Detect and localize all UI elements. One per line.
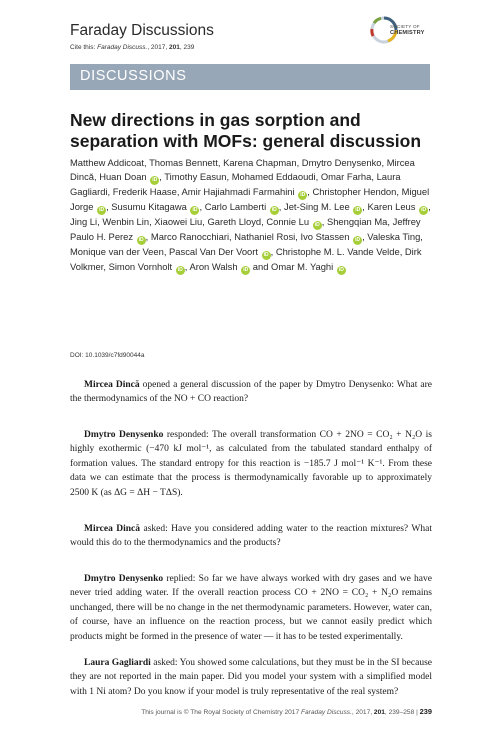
orcid-icon[interactable]: iD xyxy=(300,191,306,198)
author-name[interactable]: Matthew Addicoat xyxy=(70,157,145,168)
author-name[interactable]: Thomas Bennett xyxy=(149,157,218,168)
section-banner xyxy=(70,64,430,90)
author-name[interactable]: Christopher Hendon xyxy=(312,185,397,197)
discussion-paragraph-2 xyxy=(70,428,432,500)
orcid-icon[interactable]: iD xyxy=(138,236,144,243)
citation-line xyxy=(70,44,194,51)
discussion-paragraph-3 xyxy=(70,522,432,551)
orcid-icon[interactable]: iD xyxy=(271,206,277,213)
author-name[interactable]: Xiaowei Liu xyxy=(154,215,203,227)
discussion-paragraph-1 xyxy=(70,378,432,407)
orcid-icon[interactable]: iD xyxy=(99,206,105,213)
author-name[interactable]: Shengqian Ma xyxy=(326,215,388,227)
orcid-icon[interactable]: iD xyxy=(263,251,269,258)
rsc-logo-text xyxy=(390,24,425,36)
paragraph-text: asked: You showed some calculations, but they must be in the SI because they are not reported in the main paper. Did you model your system with a simplified model with 1 Ni atom? Do you know if your model is truly representative of the real system? xyxy=(70,658,432,697)
rsc-logo-line1: SOCIETY OF xyxy=(390,24,420,29)
doi-line: DOI: 10.1039/c7fd90044a xyxy=(70,352,145,359)
author-name[interactable]: Christophe M. L. Vande Velde xyxy=(275,245,400,257)
orcid-icon[interactable]: iD xyxy=(338,266,344,273)
paragraph-text: replied: So far we have always worked with dry gases and we have never tried adding water. If the overall reaction process CO + 2NO = CO₂ + N₂O remains unchanged, there will be no change in the net thermodynamic parameters. However, water can, of course, have an influence on the reaction process, but we cannot easily predict which products might be formed in the presence of water — it has to be tested experimentally. xyxy=(70,574,432,642)
cite-journal: Faraday Discuss. xyxy=(97,44,148,51)
author-name[interactable]: Karen Leus xyxy=(367,200,416,212)
author-name[interactable]: Jeffrey Paulo H. Perez xyxy=(70,215,421,242)
author-name[interactable]: Carlo Lamberti xyxy=(204,200,267,212)
footer-year: , 2017, xyxy=(351,709,374,716)
orcid-icon[interactable]: iD xyxy=(192,206,198,213)
author-name[interactable]: Simon Vornholt xyxy=(108,260,173,272)
cite-prefix: Cite this: xyxy=(70,44,98,51)
author-name[interactable]: Omar M. Yaghi xyxy=(271,260,334,272)
author-name[interactable]: Ivo Stassen xyxy=(300,230,350,242)
footer-pages: , 239–258 xyxy=(384,709,415,716)
page-number: 239 xyxy=(419,707,432,716)
section-banner-label: DISCUSSIONS xyxy=(80,68,187,84)
author-name[interactable]: Marco Ranocchiari xyxy=(150,230,230,242)
author-name[interactable]: Dmytro Denysenko xyxy=(301,157,382,168)
author-name[interactable]: Huan Doan xyxy=(99,170,147,182)
author-name[interactable]: Aron Walsh xyxy=(189,260,238,272)
paragraph-text: responded: The overall transformation CO + 2NO = CO₂ + N₂O is highly exothermic (−470 kJ mol⁻¹, as calculated from the tabulated standard enthalpy of formation values. The standard entropy for this reaction is −185.7 J mol⁻¹ K⁻¹. From these data we can estimate that the process is thermodynamically favorable up to approximately 2500 K (as ΔG = ΔH − TΔS). xyxy=(70,430,432,498)
orcid-icon[interactable]: iD xyxy=(243,266,249,273)
author-name[interactable]: Wenbin Lin xyxy=(102,215,150,227)
author-name[interactable]: Susumu Kitagawa xyxy=(111,200,187,212)
orcid-icon[interactable]: iD xyxy=(355,236,361,243)
author-name[interactable]: Valeska Ting xyxy=(367,230,421,242)
author-name[interactable]: Laura Gagliardi xyxy=(70,170,401,197)
orcid-icon[interactable]: iD xyxy=(421,206,427,213)
cite-volume: 201 xyxy=(169,44,180,51)
author-name[interactable]: Miguel Jorge xyxy=(70,185,430,212)
speaker-name: Dmytro Denysenko xyxy=(84,430,164,440)
rsc-logo xyxy=(368,14,434,54)
orcid-icon[interactable]: iD xyxy=(314,221,320,228)
orcid-icon[interactable]: iD xyxy=(177,266,183,273)
speaker-name: Mircea Dincă xyxy=(84,524,141,534)
paragraph-text: asked: Have you considered adding water to the reaction mixtures? What would this do to the thermodynamics and the products? xyxy=(70,524,432,549)
author-name[interactable]: Mircea Dincă xyxy=(70,157,415,182)
author-name[interactable]: Omar Farha xyxy=(320,170,372,182)
orcid-icon[interactable]: iD xyxy=(355,206,361,213)
author-name[interactable]: Nathaniel Rosi xyxy=(234,230,296,242)
footer-journal: Faraday Discuss. xyxy=(300,709,352,716)
author-name[interactable]: Frederik Haase xyxy=(112,185,177,197)
footer-volume: 201 xyxy=(373,709,385,716)
article-title: New directions in gas sorption and separation with MOFs: general discussion xyxy=(70,110,422,151)
orcid-icon[interactable]: iD xyxy=(152,176,158,183)
author-name[interactable]: Karena Chapman xyxy=(223,157,297,168)
author-name[interactable]: Timothy Easun xyxy=(164,170,227,182)
paragraph-text: opened a general discussion of the paper by Dmytro Denysenko: What are the thermodynamics of the NO + CO reaction? xyxy=(70,380,432,405)
journal-name: Faraday Discussions xyxy=(70,22,214,39)
discussion-paragraph-5 xyxy=(70,656,432,699)
speaker-name: Laura Gagliardi xyxy=(84,658,151,668)
footer-prefix: This journal is © The Royal Society of Chemistry 2017 xyxy=(141,709,301,716)
author-list: Matthew Addicoat, Thomas Bennett, Karena Chapman, Dmytro Denysenko, Mircea Dincă, Huan Doan iD , Timothy Easun, Mohamed Eddaoudi, Omar Farha, Laura Gagliardi, Frederik Haase, Amir Hajiahmadi Farmahini iD , Christopher Hendon, Miguel Jorge iD , Susumu Kitagawa iD , Carlo Lamberti iD , Jet-Sing M. Lee iD , Karen Leus iD , Jing Li, Wenbin Lin, Xiaowei Liu, Gareth Lloyd, Connie Lu iD , Shengqian Ma, Jeffrey Paulo H. Perez iD , Marco Ranocchiari, Nathaniel Rosi, Ivo Stassen iD , Valeska Ting, Monique van der Veen, Pascal Van Der Voort iD , Christophe M. L. Vande Velde, Dirk Volkmer, Simon Vornholt iD , Aron Walsh iD and Omar M. Yaghi iD xyxy=(70,157,431,273)
discussion-paragraph-4 xyxy=(70,572,432,644)
speaker-name: Mircea Dincă xyxy=(84,380,140,390)
author-name[interactable]: Monique van der Veen xyxy=(70,245,164,257)
author-name[interactable]: Amir Hajiahmadi Farmahini xyxy=(181,185,295,197)
rsc-logo-line2: CHEMISTRY xyxy=(390,30,425,36)
author-name[interactable]: Dirk Volkmer xyxy=(70,245,422,272)
author-name[interactable]: Jing Li xyxy=(70,215,98,227)
cite-year: , 2017, xyxy=(147,44,169,51)
author-name[interactable]: Connie Lu xyxy=(266,215,310,227)
author-name[interactable]: Mohamed Eddaoudi xyxy=(231,170,316,182)
author-name[interactable]: Pascal Van Der Voort xyxy=(169,245,258,257)
footer-separator: | xyxy=(414,709,420,716)
speaker-name: Dmytro Denysenko xyxy=(84,574,164,584)
author-name[interactable]: Gareth Lloyd xyxy=(207,215,262,227)
author-name[interactable]: Jet-Sing M. Lee xyxy=(284,200,350,212)
cite-page: , 239 xyxy=(179,44,195,51)
page-footer xyxy=(70,707,432,716)
